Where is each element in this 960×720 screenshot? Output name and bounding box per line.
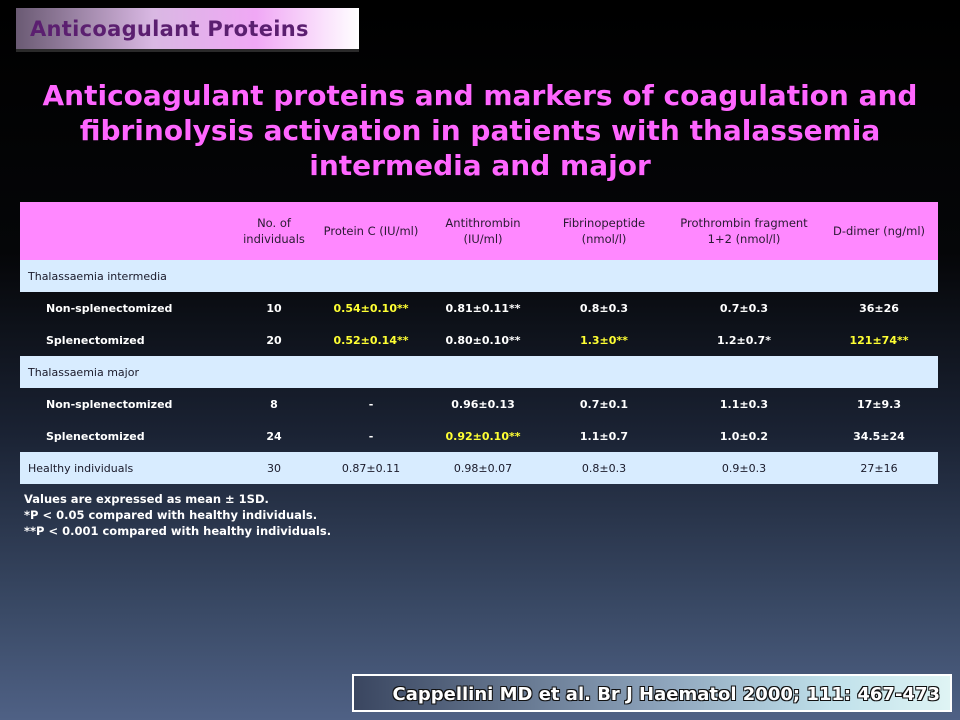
slide-title: Anticoagulant proteins and markers of coagulation and fibrinolysis activation in patients with thalassemia intermedia and major bbox=[42, 79, 918, 182]
header-cell: Prothrombin fragment 1+2 (nmol/l) bbox=[668, 202, 820, 260]
group-label: Thalassaemia intermedia bbox=[20, 260, 938, 292]
table-cell: 1.0±0.2 bbox=[719, 429, 769, 443]
header-cell: Fibrinopeptide (nmol/l) bbox=[540, 202, 668, 260]
table-row bbox=[20, 388, 938, 420]
citation-banner bbox=[352, 674, 952, 712]
group-label: Thalassaemia major bbox=[20, 356, 938, 388]
table-row bbox=[20, 420, 938, 452]
footnote: Values are expressed as mean ± 1SD. bbox=[24, 492, 269, 506]
table-cell: 0.7±0.1 bbox=[579, 397, 629, 411]
table-cell: 1.3±0** bbox=[580, 333, 628, 347]
table-cell: 0.7±0.3 bbox=[719, 301, 769, 315]
table-cell: Splenectomized bbox=[46, 333, 145, 347]
table-cell: 0.9±0.3 bbox=[668, 452, 820, 484]
table-cell: 30 bbox=[232, 452, 316, 484]
table-cell: 0.96±0.13 bbox=[451, 397, 515, 411]
table-cell: - bbox=[368, 397, 374, 411]
group-row bbox=[20, 260, 938, 292]
table-cell: Non-splenectomized bbox=[46, 397, 173, 411]
footnote: *P < 0.05 compared with healthy individuals. bbox=[24, 508, 318, 522]
citation-text: Cappellini MD et al. Br J Haematol 2000; 111: 467-473 bbox=[392, 684, 940, 705]
table-cell: 0.80±0.10** bbox=[445, 333, 521, 347]
table-cell: 0.81±0.11** bbox=[445, 301, 521, 315]
table-cell: 17±9.3 bbox=[856, 397, 901, 411]
table-cell: 0.8±0.3 bbox=[579, 301, 629, 315]
table-cell: 10 bbox=[266, 301, 282, 315]
table-cell: Splenectomized bbox=[46, 429, 145, 443]
table-cell: 0.87±0.11 bbox=[316, 452, 426, 484]
table-cell: 34.5±24 bbox=[853, 429, 905, 443]
table-cell: 1.2±0.7* bbox=[717, 333, 771, 347]
table-cell: 0.98±0.07 bbox=[426, 452, 540, 484]
table-row bbox=[20, 292, 938, 324]
slide-label: Anticoagulant Proteins bbox=[30, 17, 309, 41]
header-cell: D-dimer (ng/ml) bbox=[820, 202, 938, 260]
header-cell: Protein C (IU/ml) bbox=[316, 202, 426, 260]
table-header-row bbox=[20, 202, 938, 260]
table-cell: 1.1±0.3 bbox=[719, 397, 769, 411]
header-cell: Antithrombin (IU/ml) bbox=[426, 202, 540, 260]
table-cell: 36±26 bbox=[859, 301, 899, 315]
table-cell: 27±16 bbox=[820, 452, 938, 484]
table-cell: 8 bbox=[270, 397, 278, 411]
table-cell: 0.92±0.10** bbox=[445, 429, 521, 443]
table-cell: 20 bbox=[266, 333, 282, 347]
group-row bbox=[20, 356, 938, 388]
table-row bbox=[20, 452, 938, 484]
table-cell: 0.52±0.14** bbox=[333, 333, 409, 347]
table-cell: 24 bbox=[266, 429, 282, 443]
data-table bbox=[20, 202, 938, 484]
header-cell bbox=[20, 202, 232, 260]
header-cell: No. of individuals bbox=[232, 202, 316, 260]
table-cell: Healthy individuals bbox=[20, 452, 232, 484]
footnote: **P < 0.001 compared with healthy individuals. bbox=[24, 524, 332, 538]
table-footnotes bbox=[24, 491, 331, 539]
slide-label-banner bbox=[16, 8, 359, 52]
table-cell: 0.54±0.10** bbox=[333, 301, 409, 315]
table-cell: - bbox=[368, 429, 374, 443]
table-cell: 121±74** bbox=[849, 333, 909, 347]
table-cell: 0.8±0.3 bbox=[540, 452, 668, 484]
table-row bbox=[20, 324, 938, 356]
table-cell: Non-splenectomized bbox=[46, 301, 173, 315]
table-cell: 1.1±0.7 bbox=[579, 429, 629, 443]
